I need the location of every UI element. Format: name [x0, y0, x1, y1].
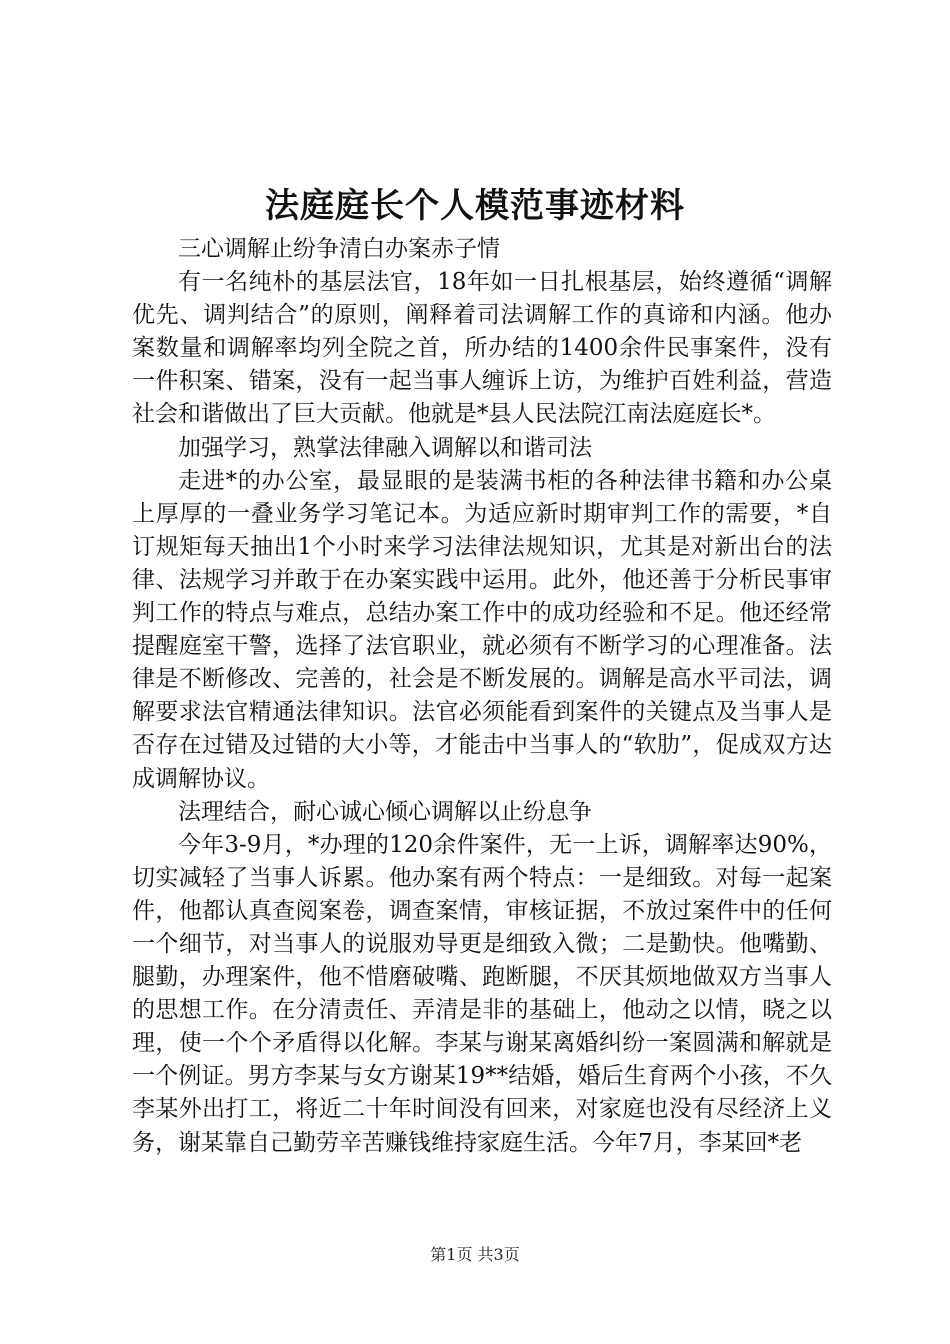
section-heading-2: 加强学习，熟掌法律融入调解以和谐司法	[178, 434, 592, 461]
document-title: 法庭庭长个人模范事迹材料	[265, 186, 685, 226]
section-heading-1: 三心调解止纷争清白办案赤子情	[178, 236, 500, 262]
body-paragraph-3: 今年3-9月，*办理的120余件案件，无一上诉，调解率达90%，切实减轻了当事人诉累。他办案有两个特点：一是细致。对每一起案件，他都认真查阅案卷，调查案情，审核证据，不放过案件中的任何一个细节，对当事人的说服劝导更是细致入微；二是勤快。他嘴勤、腿勤，办理案件，他不惜磨破嘴、跑断腿，不厌其烦地做双方当事人的思想工作。在分清责任、弄清是非的基础上，他动之以情，晓之以理，使一个个矛盾得以化解。李某与谢某离婚纠纷一案圆满和解就是一个例证。男方李某与女方谢某19**结婚，婚后生育两个小孩，不久李某外出打工，将近二十年时间没有回来，对家庭也没有尽经济上义务，谢某靠自己勤劳辛苦赚钱维持家庭生活。今年7月，李某回*老	[132, 831, 832, 1156]
body-paragraph-2: 走进*的办公室，最显眼的是装满书柜的各种法律书籍和办公桌上厚厚的一叠业务学习笔记本。为适应新时期审判工作的需要，*自订规矩每天抽出1个小时来学习法律法规知识，尤其是对新出台的法律、法规学习并敢于在办案实践中运用。此外，他还善于分析民事审判工作的特点与难点，总结办案工作中的成功经验和不足。他还经常提醒庭室干警，选择了法官职业，就必须有不断学习的心理准备。法律是不断修改、完善的，社会是不断发展的。调解是高水平司法，调解要求法官精通法律知识。法官必须能看到案件的关键点及当事人是否存在过错及过错的大小等，才能击中当事人的“软肋”，促成双方达成调解协议。	[132, 467, 832, 792]
document-body	[132, 233, 832, 1160]
body-paragraph-1: 有一名纯朴的基层法官，18年如一日扎根基层，始终遵循“调解优先、调判结合”的原则，阐释着司法调解工作的真谛和内涵。他办案数量和调解率均列全院之首，所办结的1400余件民事案件，没有一件积案、错案，没有一起当事人缠诉上访，为维护百姓利益，营造社会和谐做出了巨大贡献。他就是*县人民法院江南法庭庭长*。	[132, 269, 832, 428]
section-heading-3: 法理结合，耐心诚心倾心调解以止纷息争	[178, 798, 592, 825]
page-number-footer: 第1页 共3页	[430, 1245, 520, 1264]
